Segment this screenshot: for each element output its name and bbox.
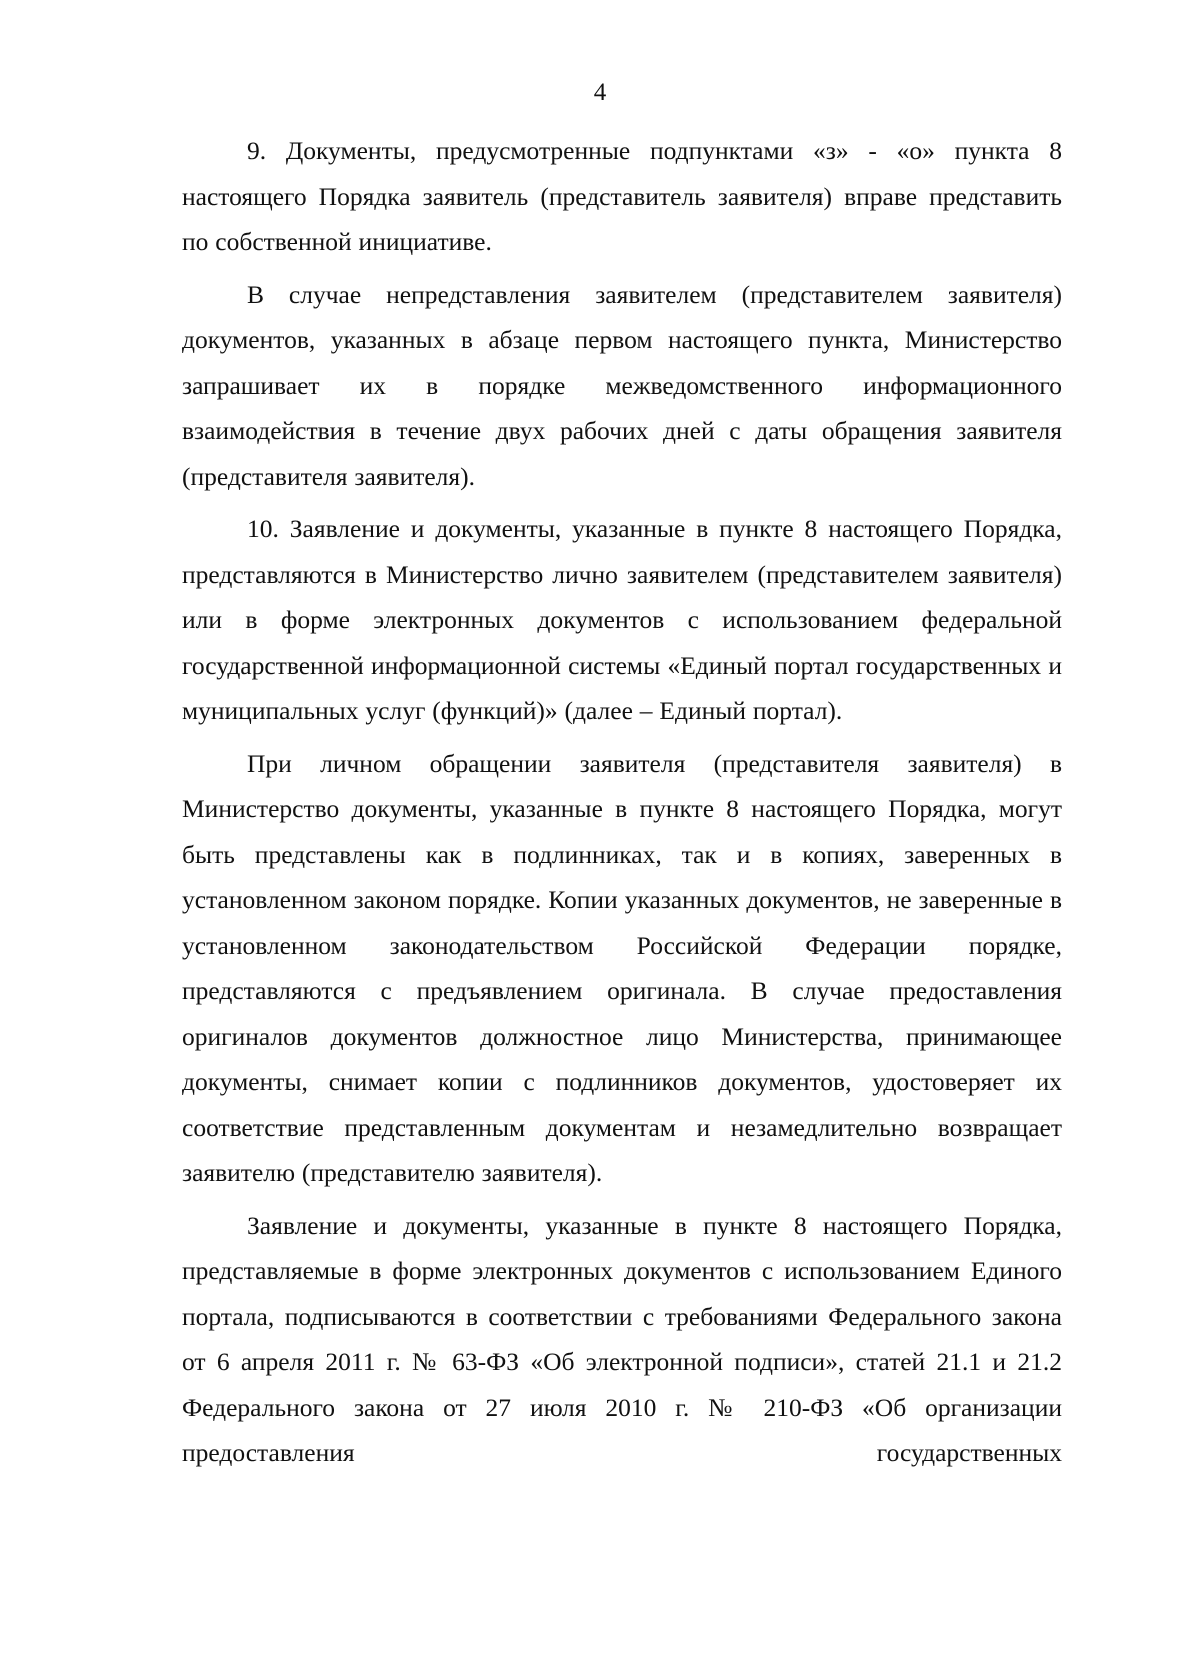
paragraph-personal-submission: При личном обращении заявителя (представителя заявителя) в Министерство документы, указанные в пункте 8 настоящего Порядка, могут быть представлены как в подлинниках, так и в копиях, заверенных в установленном законом порядке. Копии указанных документов, не заверенные в установленном законодательством Российской Федерации порядке, представляются с предъявлением оригинала. В случае предоставления оригиналов документов должностное лицо Министерства, принимающее документы, снимает копии с подлинников документов, удостоверяет их соответствие представленным документам и незамедлительно возвращает заявителю (представителю заявителя). [182, 748, 1062, 1187]
paragraph-electronic-submission: Заявление и документы, указанные в пункте 8 настоящего Порядка, представляемые в форме электронных документов с использованием Единого портала, подписываются в соответствии с требованиями Федерального закона от 6 апреля 2011 г. № 63-ФЗ «Об электронной подписи», статей 21.1 и 21.2 Федерального закона от 27 июля 2010 г. № 210-ФЗ «Об организации предоставления государственных [182, 1210, 1062, 1467]
document-body [182, 128, 1062, 1476]
paragraph-9: 9. Документы, предусмотренные подпунктами «з» - «о» пункта 8 настоящего Порядка заявитель (представитель заявителя) вправе представить по собственной инициативе. [182, 136, 1062, 256]
page-number: 4 [593, 79, 607, 106]
paragraph-9-continuation: В случае непредставления заявителем (представителем заявителя) документов, указанных в абзаце первом настоящего пункта, Министерство запрашивает их в порядке межведомственного информационного взаимодействия в течение двух рабочих дней с даты обращения заявителя (представителя заявителя). [182, 279, 1062, 491]
paragraph-10: 10. Заявление и документы, указанные в пункте 8 настоящего Порядка, представляются в Министерство лично заявителем (представителем заявителя) или в форме электронных документов с использованием федеральной государственной информационной системы «Единый портал государственных и муниципальных услуг (функций)» (далее – Единый портал). [182, 514, 1062, 725]
